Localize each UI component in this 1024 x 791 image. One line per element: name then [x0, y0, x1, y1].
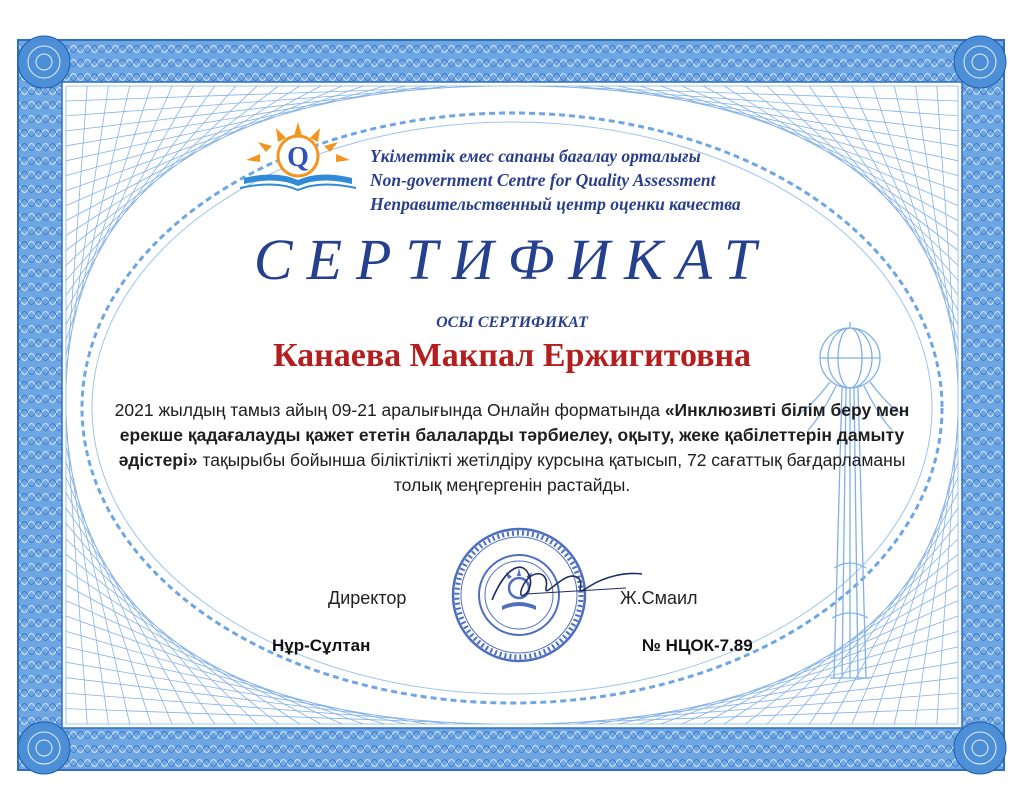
baiterek-tower-icon: [790, 318, 910, 688]
signer-role: Директор: [328, 588, 407, 608]
signer-name: Ж.Смаил: [620, 588, 698, 608]
body-text-part1: 2021 жылдың тамыз айың 09-21 аралығында Онлайн форматында: [114, 400, 665, 420]
certificate-number: № НЦОК-7.89: [642, 636, 753, 655]
logo-letter: Q: [287, 142, 309, 173]
org-name-kz: Үкіметтік емес сапаны бағалау орталығы: [370, 146, 701, 166]
course-title: «Инклюзивті білім беру мен ерекше қадағалауды қажет ететін балаларды тәрбиелеу, оқыту, жеке қабілеттерін дамыту әдістері»: [118, 400, 910, 470]
sun-book-logo-icon: [236, 118, 360, 198]
certificate-subtitle: ОСЫ СЕРТИФИКАТ: [436, 314, 588, 331]
issue-city: Нұр-Сұлтан: [272, 636, 371, 655]
recipient-name: Канаева Макпал Ержигитовна: [272, 337, 752, 374]
org-name-ru: Неправительственный центр оценки качества: [370, 194, 741, 214]
organization-names: [370, 144, 741, 216]
certificate-title: СЕРТИФИКАТ: [253, 227, 771, 292]
body-text-part2: тақырыбы бойынша біліктілікті жетілдіру курсына қатысып, 72 сағаттық бағдарламаны толық меңгергенін растайды.: [197, 450, 906, 495]
certificate-body: [110, 398, 914, 498]
org-name-en: Non-government Centre for Quality Assessment: [370, 170, 716, 190]
